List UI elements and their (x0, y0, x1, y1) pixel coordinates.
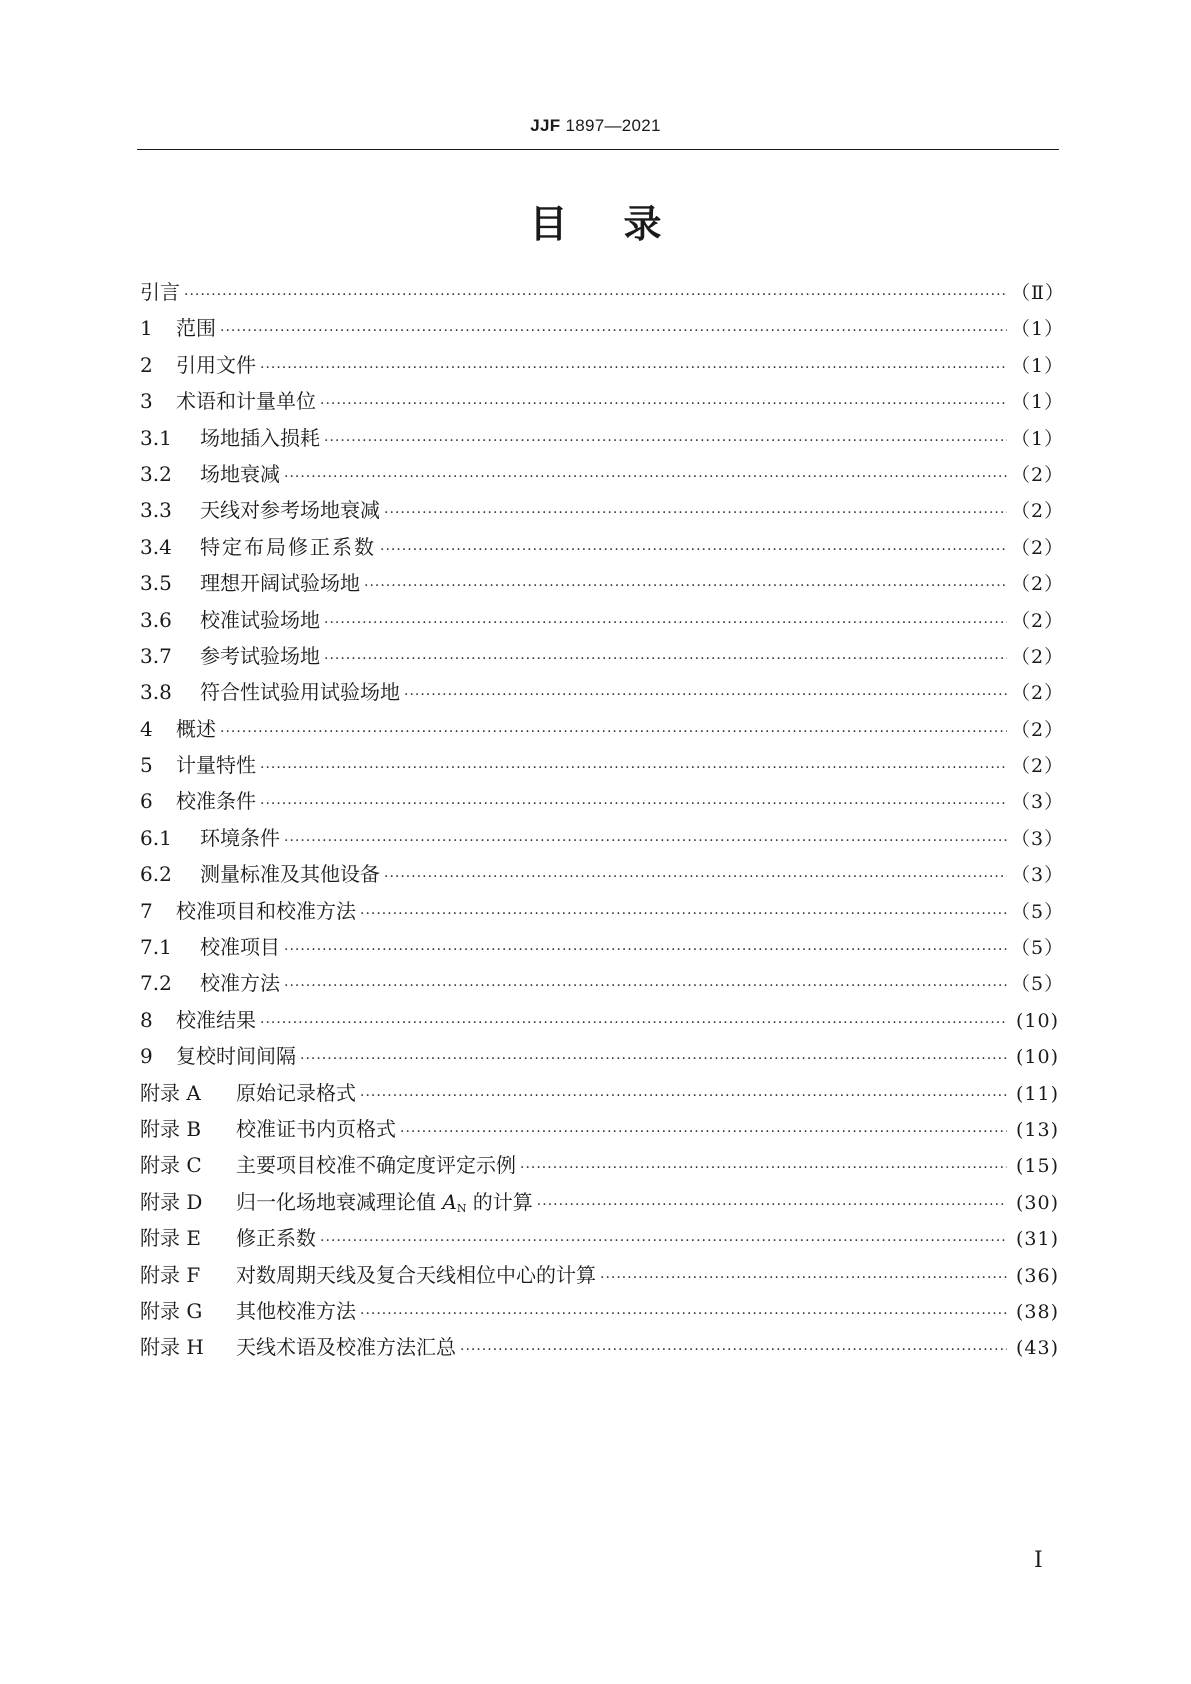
document-header (0, 116, 1191, 136)
toc-entry-number: 3.7 (140, 643, 172, 668)
toc-entry-page: （Ⅱ） (1011, 282, 1065, 304)
toc-leader-dots (260, 796, 1007, 812)
toc-entry-4[interactable] (140, 713, 1065, 749)
toc-leader-dots (284, 942, 1007, 958)
toc-entry-number: 8 (140, 1007, 153, 1032)
toc-leader-dots (360, 1088, 1007, 1104)
toc-entry-page: （2） (1011, 718, 1065, 741)
toc-leader-dots (260, 360, 1007, 376)
toc-leader-dots (300, 1051, 1007, 1067)
toc-entry-symbol: A (442, 1189, 457, 1214)
toc-entry-title: 对数周期天线及复合天线相位中心的计算 (236, 1262, 596, 1287)
toc-entry-3-6[interactable] (140, 604, 1065, 640)
toc-entry-title: 计量特性 (176, 753, 256, 778)
toc-entry-title: 概述 (176, 716, 216, 741)
page-title: 目录 (529, 202, 718, 246)
toc-entry-subscript: N (456, 1201, 467, 1215)
toc-entry-page: （2） (1011, 463, 1065, 486)
toc-entry-appendix-g[interactable] (140, 1295, 1059, 1331)
toc-entry-page: （2） (1011, 573, 1065, 596)
toc-entry-page: (30) (1015, 1191, 1059, 1214)
toc-entry-page: （5） (1011, 973, 1065, 996)
toc-entry-page: (10) (1015, 1046, 1059, 1069)
toc-entry-title: 理想开阔试验场地 (200, 571, 360, 596)
toc-leader-dots (320, 1233, 1007, 1249)
toc-entry-number: 3.5 (140, 571, 172, 596)
toc-entry-page: （2） (1011, 500, 1065, 523)
toc-entry-title: 场地衰减 (200, 461, 280, 486)
toc-entry-title: 校准项目 (200, 935, 280, 960)
standard-code: JJF (530, 116, 561, 135)
toc-entry-number: 附录 B (140, 1116, 202, 1141)
toc-entry-3-3[interactable] (140, 494, 1065, 530)
toc-leader-dots (284, 469, 1007, 485)
toc-entry-number: 附录 A (140, 1080, 201, 1105)
toc-entry-number: 4 (140, 716, 153, 741)
toc-entry-title: 环境条件 (200, 825, 280, 850)
toc-entry-7-1[interactable] (140, 931, 1065, 967)
toc-leader-dots (600, 1270, 1007, 1286)
toc-entry-number: 附录 C (140, 1153, 202, 1178)
toc-leader-dots (520, 1160, 1007, 1176)
toc-entry-number: 3.8 (140, 680, 172, 705)
toc-entry-6-1[interactable] (140, 822, 1065, 858)
toc-entry-page: （2） (1011, 645, 1065, 668)
toc-entry-title: 校准条件 (176, 789, 256, 814)
toc-entry-7[interactable] (140, 895, 1065, 931)
toc-entry-number: 7.1 (140, 935, 172, 960)
toc-entry-title: 校准方法 (200, 971, 280, 996)
toc-entry-3-1[interactable] (140, 422, 1065, 458)
toc-entry-6[interactable] (140, 785, 1065, 821)
toc-entry-number: 7.2 (140, 971, 172, 996)
toc-entry-number: 3.6 (140, 607, 172, 632)
toc-leader-dots (404, 687, 1007, 703)
toc-leader-dots (537, 1197, 1007, 1213)
toc-entry-number: 6.2 (140, 862, 172, 887)
toc-entry-title: 参考试验场地 (200, 643, 320, 668)
toc-entry-title: 校准试验场地 (200, 607, 320, 632)
toc-entry-page: （3） (1011, 791, 1065, 814)
toc-entry-page: （1） (1011, 427, 1065, 450)
toc-entry-number: 9 (140, 1044, 153, 1069)
toc-leader-dots (384, 869, 1007, 885)
toc-entry-3[interactable] (140, 385, 1065, 421)
toc-entry-title: 术语和计量单位 (176, 389, 316, 414)
toc-leader-dots (284, 978, 1007, 994)
toc-entry-page: （1） (1011, 318, 1065, 341)
toc-entry-title: 校准结果 (176, 1007, 256, 1032)
toc-entry-appendix-h[interactable] (140, 1331, 1059, 1367)
toc-entry-title: 天线术语及校准方法汇总 (236, 1335, 456, 1360)
toc-entry-title: 符合性试验用试验场地 (200, 680, 400, 705)
toc-entry-page: (43) (1015, 1337, 1059, 1360)
toc-entry-page: (15) (1015, 1155, 1059, 1178)
toc-entry-appendix-f[interactable] (140, 1259, 1059, 1295)
toc-entry-number: 7 (140, 898, 153, 923)
toc-entry-9[interactable] (140, 1040, 1059, 1076)
toc-entry-page: （1） (1011, 391, 1065, 414)
toc-entry-page: (13) (1015, 1118, 1059, 1141)
toc-entry-number: 3.1 (140, 425, 172, 450)
toc-entry-page: （2） (1011, 609, 1065, 632)
toc-entry-intro[interactable] (140, 276, 1065, 312)
table-of-contents (140, 276, 1065, 1368)
toc-entry-page: （3） (1011, 864, 1065, 887)
toc-entry-5[interactable] (140, 749, 1065, 785)
toc-leader-dots (380, 542, 1007, 558)
toc-entry-3-4[interactable] (140, 531, 1065, 567)
toc-entry-page: (38) (1015, 1300, 1059, 1323)
toc-entry-number: 3 (140, 389, 153, 414)
toc-entry-number: 附录 H (140, 1335, 204, 1360)
toc-entry-title: 修正系数 (236, 1226, 316, 1251)
toc-entry-title: 其他校准方法 (236, 1298, 356, 1323)
toc-entry-title: 引言 (140, 280, 180, 304)
toc-entry-8[interactable] (140, 1004, 1059, 1040)
toc-entry-title: 主要项目校准不确定度评定示例 (236, 1153, 516, 1178)
toc-entry-page: （5） (1011, 900, 1065, 923)
toc-entry-title-part: 的计算 (472, 1189, 533, 1214)
toc-entry-number: 3.2 (140, 461, 172, 486)
toc-entry-title: 原始记录格式 (236, 1080, 356, 1105)
toc-entry-3-7[interactable] (140, 640, 1065, 676)
toc-entry-title: 场地插入损耗 (200, 425, 320, 450)
toc-leader-dots (460, 1342, 1007, 1358)
toc-entry-page: （3） (1011, 827, 1065, 850)
toc-leader-dots (260, 1015, 1007, 1031)
toc-entry-number: 2 (140, 352, 153, 377)
toc-entry-number: 6.1 (140, 825, 172, 850)
toc-entry-page: （1） (1011, 354, 1065, 377)
toc-entry-appendix-c[interactable] (140, 1149, 1059, 1185)
page-number: I (1034, 1548, 1043, 1573)
toc-leader-dots (260, 760, 1007, 776)
toc-entry-number: 附录 F (140, 1262, 201, 1287)
toc-entry-appendix-a[interactable] (140, 1077, 1059, 1113)
toc-entry-1[interactable] (140, 312, 1065, 348)
toc-entry-page: (36) (1015, 1264, 1059, 1287)
toc-entry-page: （2） (1011, 536, 1065, 559)
toc-leader-dots (220, 724, 1007, 740)
toc-entry-title: 天线对参考场地衰减 (200, 498, 380, 523)
toc-entry-page: (31) (1015, 1228, 1059, 1251)
toc-entry-title: 校准证书内页格式 (236, 1116, 396, 1141)
toc-entry-page: (10) (1015, 1009, 1059, 1032)
toc-entry-page: (11) (1015, 1082, 1059, 1105)
toc-entry-number: 1 (140, 316, 153, 341)
toc-entry-title: 特定布局修正系数 (200, 534, 376, 559)
toc-leader-dots (324, 433, 1007, 449)
toc-entry-page: （5） (1011, 937, 1065, 960)
toc-entry-appendix-d[interactable] (140, 1186, 1059, 1222)
toc-leader-dots (284, 833, 1007, 849)
header-divider (137, 149, 1059, 150)
toc-entry-appendix-e[interactable] (140, 1222, 1059, 1258)
toc-entry-title: 引用文件 (176, 352, 256, 377)
toc-entry-number: 3.3 (140, 498, 172, 523)
toc-entry-page: （2） (1011, 755, 1065, 778)
toc-leader-dots (364, 578, 1007, 594)
toc-entry-title: 范围 (176, 316, 216, 341)
toc-entry-title-part: 归一化场地衰减理论值 (236, 1189, 436, 1214)
toc-leader-dots (324, 615, 1007, 631)
toc-leader-dots (324, 651, 1007, 667)
toc-leader-dots (400, 1124, 1007, 1140)
toc-entry-number: 附录 D (140, 1189, 203, 1214)
toc-entry-number: 附录 G (140, 1298, 203, 1323)
toc-entry-title: 复校时间间隔 (176, 1044, 296, 1069)
standard-number: 1897—2021 (565, 116, 661, 135)
toc-entry-title (236, 1186, 533, 1215)
toc-entry-number: 附录 E (140, 1226, 201, 1251)
toc-leader-dots (384, 505, 1007, 521)
toc-entry-3-5[interactable] (140, 567, 1065, 603)
toc-entry-6-2[interactable] (140, 858, 1065, 894)
toc-entry-7-2[interactable] (140, 967, 1065, 1003)
toc-entry-title: 测量标准及其他设备 (200, 862, 380, 887)
toc-leader-dots (360, 1306, 1007, 1322)
toc-entry-page: （2） (1011, 682, 1065, 705)
toc-entry-title: 校准项目和校准方法 (176, 898, 356, 923)
toc-leader-dots (220, 323, 1007, 339)
toc-entry-2[interactable] (140, 349, 1065, 385)
toc-leader-dots (320, 396, 1007, 412)
toc-entry-3-8[interactable] (140, 676, 1065, 712)
toc-entry-appendix-b[interactable] (140, 1113, 1059, 1149)
toc-entry-number: 3.4 (140, 534, 172, 559)
toc-entry-number: 5 (140, 753, 153, 778)
toc-entry-3-2[interactable] (140, 458, 1065, 494)
toc-entry-number: 6 (140, 789, 153, 814)
toc-leader-dots (184, 287, 1007, 303)
toc-leader-dots (360, 906, 1007, 922)
